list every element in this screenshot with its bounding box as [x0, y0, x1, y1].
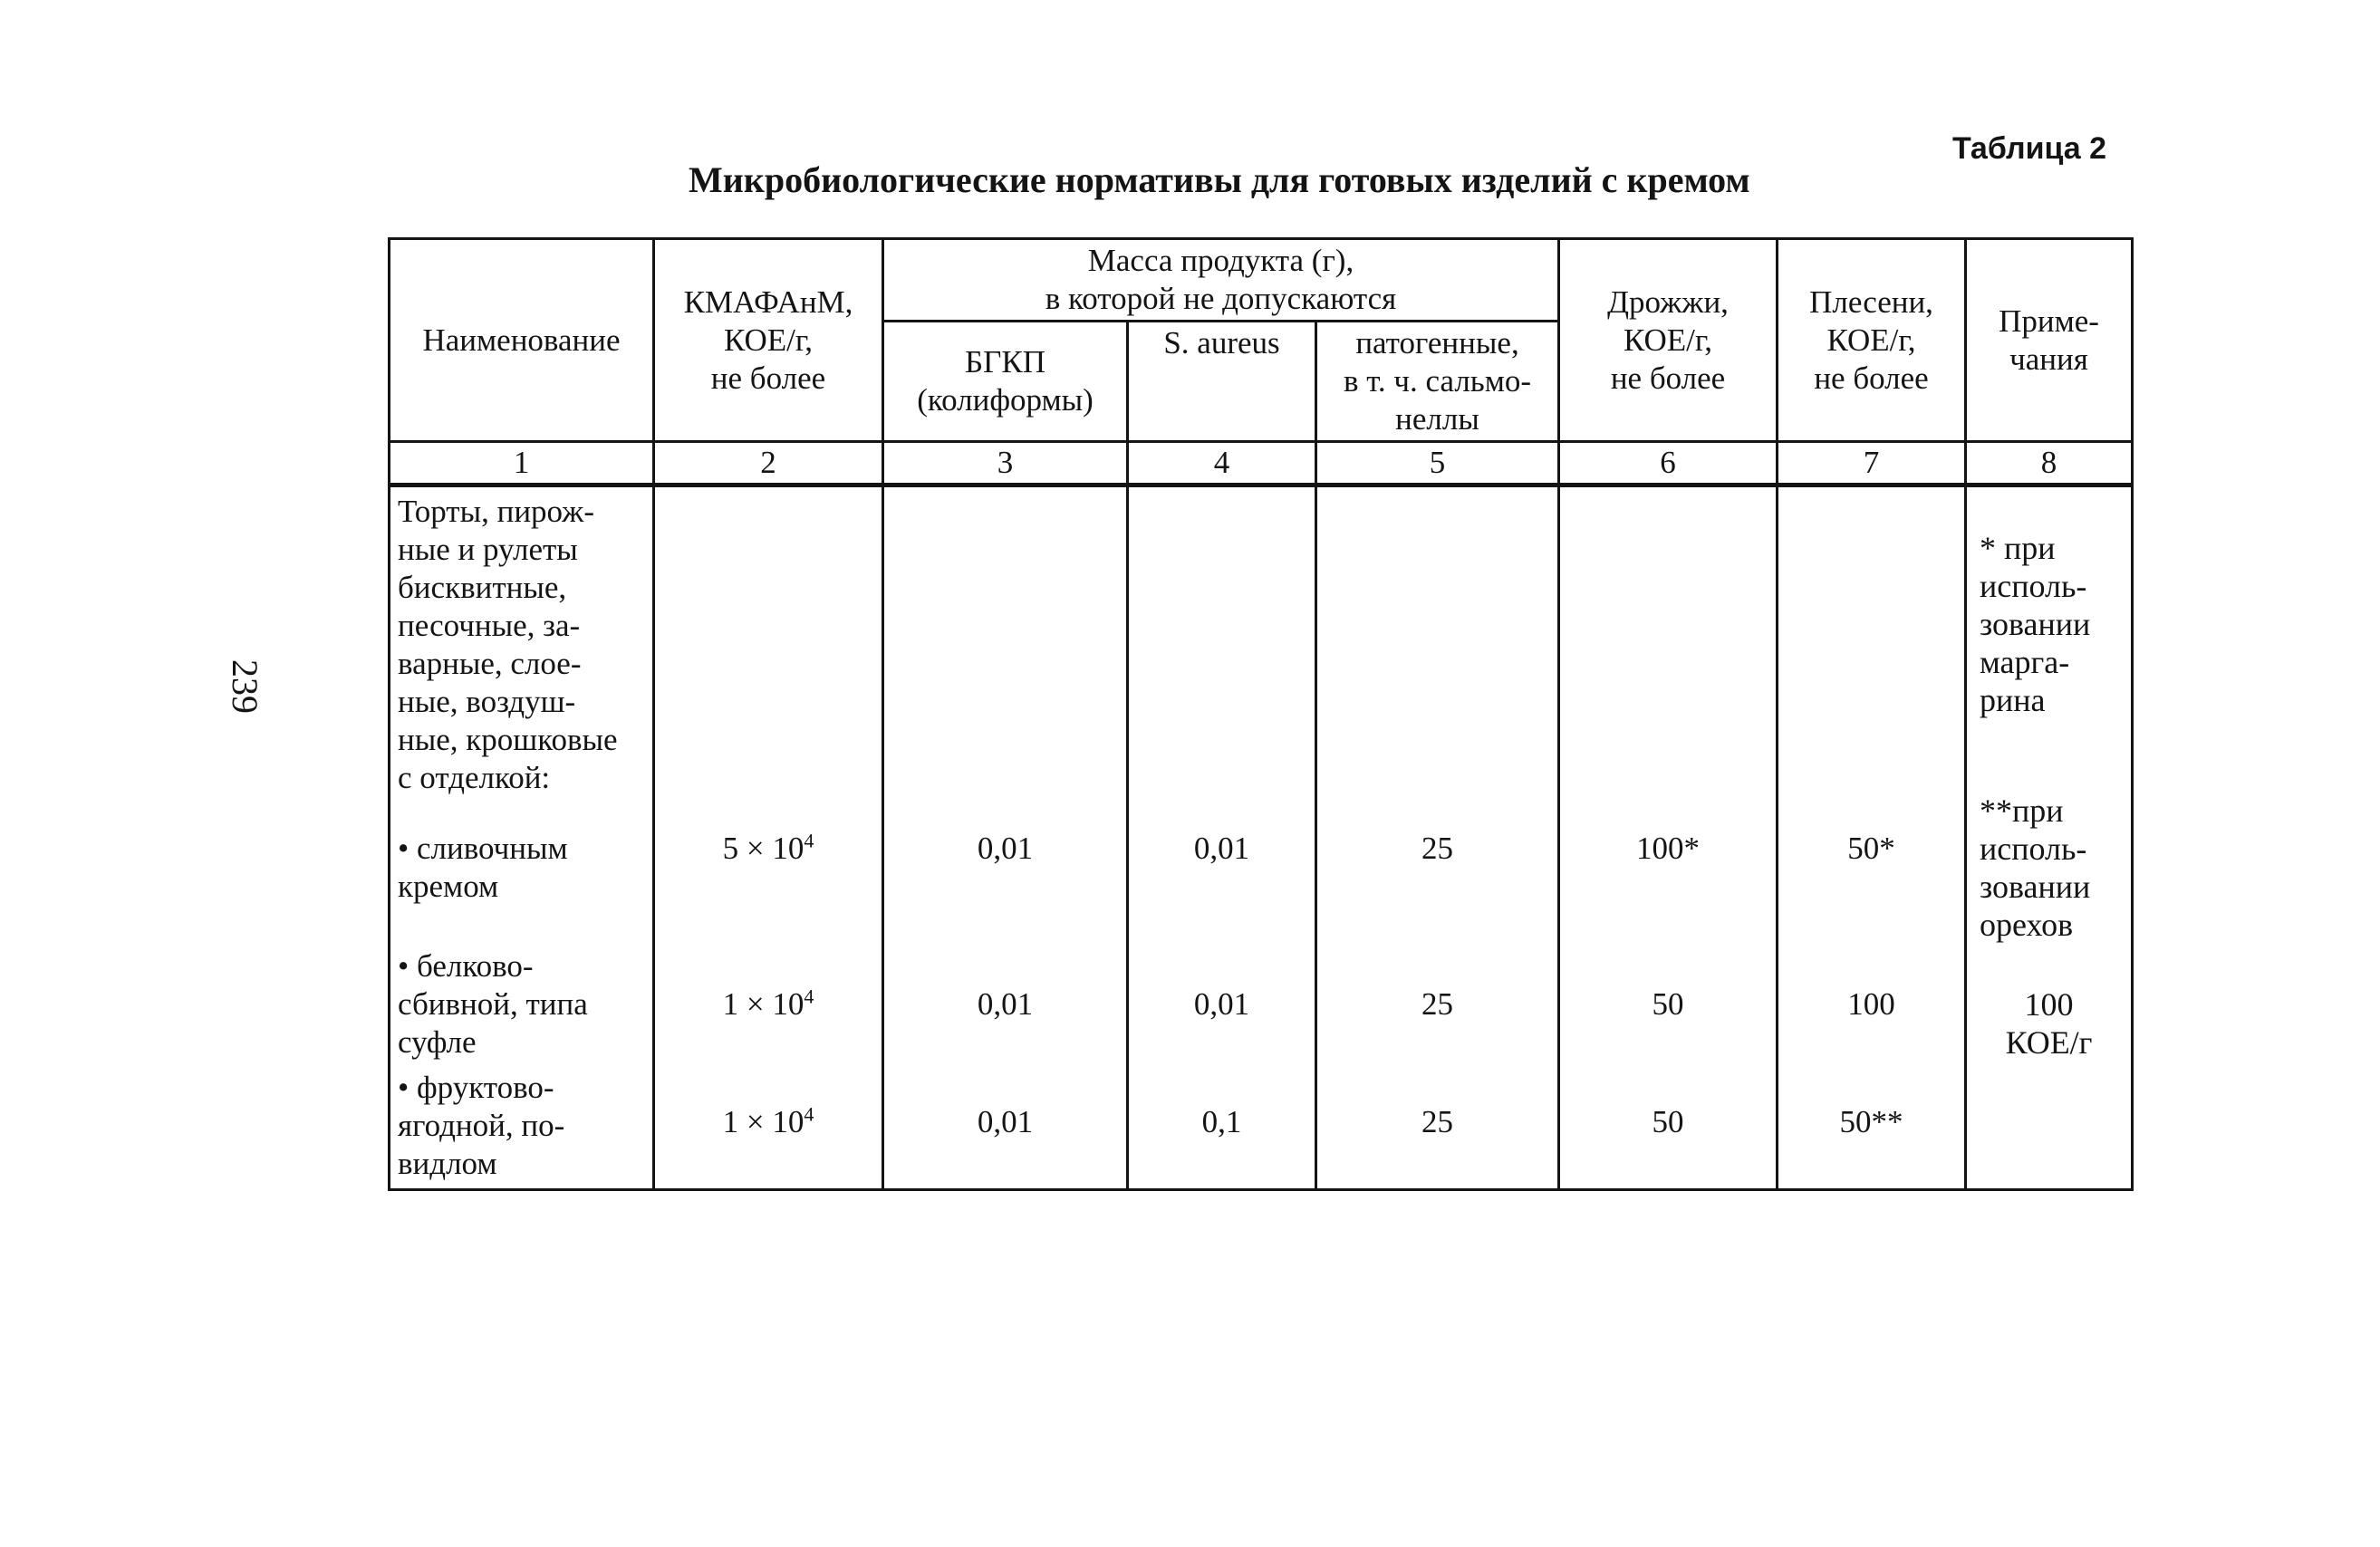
header-mass-group: Масса продукта (г), в которой не допускаются	[883, 239, 1559, 322]
pathogenic-value: 25	[1421, 1104, 1453, 1139]
column-number: 5	[1316, 442, 1559, 485]
header-pathogenic: патогенные, в т. ч. сальмо- неллы	[1316, 322, 1559, 442]
bgkp-column	[883, 485, 1128, 1190]
mold-value: 100	[1847, 986, 1895, 1022]
pathogenic-value: 25	[1421, 986, 1453, 1022]
kmafanm-value	[655, 1103, 882, 1141]
header-kmafanm: КМАФАнМ, КОЕ/г, не более	[654, 239, 883, 442]
yeast-value: 50	[1652, 1104, 1684, 1139]
column-number: 8	[1966, 442, 2133, 485]
bgkp-value: 0,01	[977, 1104, 1034, 1139]
pathogenic-column	[1316, 485, 1559, 1190]
column-number: 2	[654, 442, 883, 485]
table-body-row	[390, 485, 2133, 1190]
column-number-row	[390, 442, 2133, 485]
pathogenic-value: 25	[1421, 831, 1453, 866]
table-title: Микробиологические нормативы для готовых изделий с кремом	[689, 159, 1750, 200]
group-label: Торты, пирож- ные и рулеты бисквитные, песочные, за- варные, слое- ные, воздуш- ные, крошковые с отделкой:	[398, 494, 618, 795]
row-name-protein: • белково- сбивной, типа суфле	[398, 948, 588, 1060]
yeast-value: 50	[1652, 986, 1684, 1022]
header-row	[390, 239, 2133, 322]
mold-value: 50**	[1839, 1104, 1903, 1139]
note-limit: 100 КОЕ/г	[2005, 986, 2093, 1061]
yeast-column	[1559, 485, 1778, 1190]
column-number: 4	[1128, 442, 1316, 485]
s-aureus-column	[1128, 485, 1316, 1190]
header-name: Наименование	[390, 239, 654, 442]
s-aureus-value: 0,1	[1201, 1104, 1242, 1139]
kmafanm-exponent: 4	[804, 829, 814, 852]
kmafanm-base: 5 × 10	[722, 831, 805, 866]
row-name-fruit: • фруктово- ягодной, по- видлом	[398, 1070, 565, 1181]
page-number: 239	[225, 659, 265, 714]
kmafanm-value	[655, 985, 882, 1023]
norms-table	[388, 237, 2134, 1191]
column-number: 6	[1559, 442, 1778, 485]
kmafanm-exponent: 4	[804, 1102, 814, 1126]
column-number: 3	[883, 442, 1128, 485]
note-nuts: **при исполь- зовании орехов	[1980, 793, 2091, 943]
table-label: Таблица 2	[1952, 131, 2107, 166]
header-mold: Плесени, КОЕ/г, не более	[1778, 239, 1966, 442]
notes-column	[1966, 485, 2133, 1190]
s-aureus-value: 0,01	[1193, 986, 1250, 1022]
yeast-value: 100*	[1636, 831, 1701, 866]
mold-value: 50*	[1847, 831, 1895, 866]
column-number: 7	[1778, 442, 1966, 485]
bgkp-value: 0,01	[977, 986, 1034, 1022]
header-bgkp: БГКП (колиформы)	[883, 322, 1128, 442]
kmafanm-base: 1 × 10	[722, 1104, 805, 1139]
bgkp-value: 0,01	[977, 831, 1034, 866]
note-margarine: * при исполь- зовании марга- рина	[1980, 530, 2091, 718]
name-column	[390, 485, 654, 1190]
header-s-aureus: S. aureus	[1128, 322, 1316, 442]
kmafanm-base: 1 × 10	[722, 986, 805, 1022]
kmafanm-exponent: 4	[804, 985, 814, 1008]
header-notes: Приме- чания	[1966, 239, 2133, 442]
kmafanm-column	[654, 485, 883, 1190]
header-yeast: Дрожжи, КОЕ/г, не более	[1559, 239, 1778, 442]
kmafanm-value	[655, 830, 882, 868]
mold-column	[1778, 485, 1966, 1190]
s-aureus-value: 0,01	[1193, 831, 1250, 866]
column-number: 1	[390, 442, 654, 485]
row-name-cream: • сливочным кремом	[398, 831, 568, 904]
